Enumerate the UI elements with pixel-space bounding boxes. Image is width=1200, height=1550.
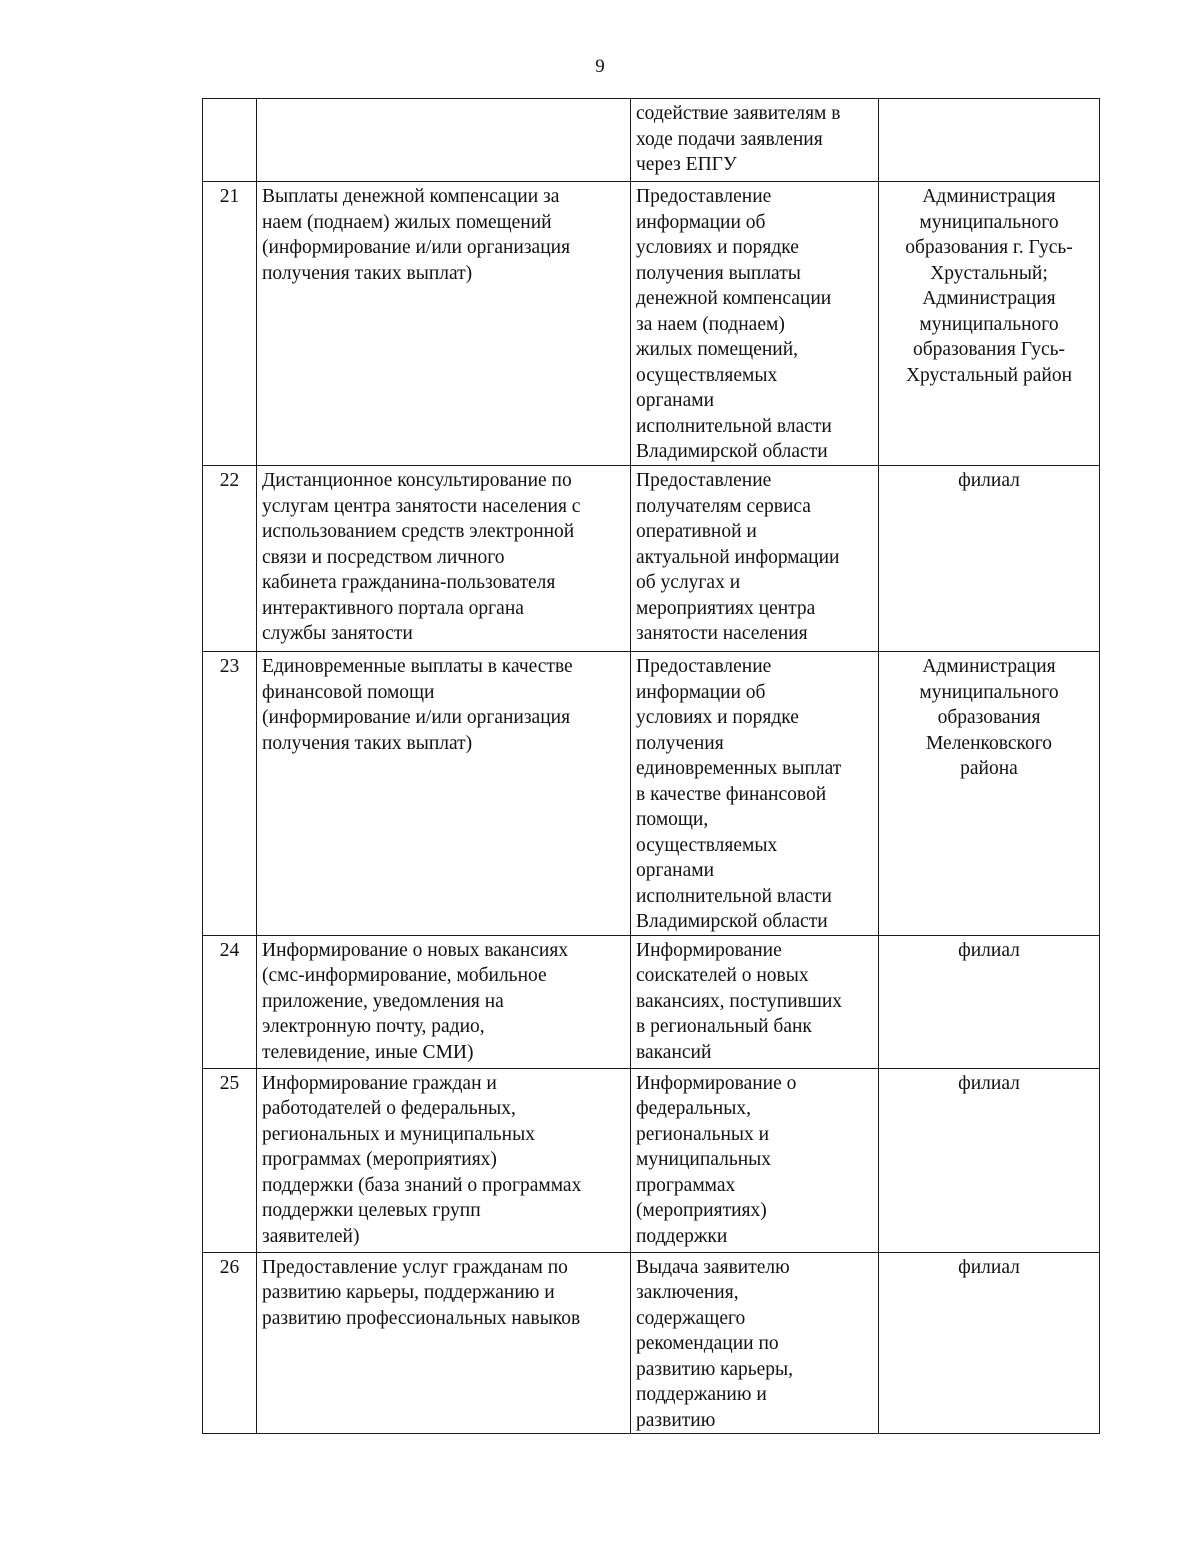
organization-name: Администрация муниципального образования г. Гусь- Хрустальный; Администрация муниципального образования Гусь- Хрустальный район [905,186,1073,386]
table-row [203,1252,1100,1434]
row-number-cell [203,652,257,936]
service-description: Предоставление получателям сервиса оперативной и актуальной информации об услугах и мероприятиях центра занятости населения [636,470,840,644]
row-number: 24 [219,939,240,961]
description-cell [631,466,879,652]
organization-name: филиал [958,1072,1020,1094]
table-row [203,99,1100,182]
service-cell [257,466,631,652]
service-name: Информирование граждан и работодателей о федеральных, региональных и муниципальных программах (мероприятиях) поддержки (база знаний о программах поддержки целевых групп заявителей) [262,1072,582,1247]
service-description: Информирование соискателей о новых вакансиях, поступивших в региональный банк вакансий [636,939,843,1063]
description-cell [631,1252,879,1434]
description-cell [631,652,879,936]
description-cell [631,99,879,182]
service-cell [257,1252,631,1434]
service-cell [257,935,631,1068]
service-cell [257,182,631,466]
description-cell [631,1068,879,1252]
service-description: содействие заявителям в ходе подачи заявления через ЕПГУ [636,103,841,175]
organization-cell [879,935,1100,1068]
table-row [203,935,1100,1068]
organization-cell [879,99,1100,182]
organization-cell [879,1068,1100,1252]
organization-cell [879,182,1100,466]
description-cell [631,935,879,1068]
row-number: 26 [219,1256,240,1278]
row-number: 25 [219,1072,240,1094]
table-row [203,652,1100,936]
organization-cell [879,466,1100,652]
row-number-cell [203,99,257,182]
organization-cell [879,1252,1100,1434]
description-cell [631,182,879,466]
service-name: Выплаты денежной компенсации за наем (поднаем) жилых помещений (информирование и/или организация получения таких выплат) [262,186,571,284]
row-number-cell [203,935,257,1068]
service-description: Предоставление информации об условиях и порядке получения выплаты денежной компенсации за наем (поднаем) жилых помещений, осуществляемых органами исполнительной власти Владимирской области [636,186,832,462]
service-name: Предоставление услуг гражданам по развитию карьеры, поддержанию и развитию профессиональных навыков [262,1256,581,1329]
services-table [202,98,1100,1434]
service-cell [257,1068,631,1252]
service-cell [257,652,631,936]
row-number-cell [203,466,257,652]
organization-name: филиал [958,1256,1020,1278]
table-row [203,466,1100,652]
page-number: 9 [595,56,605,77]
row-number-cell [203,1068,257,1252]
row-number: 23 [219,656,240,677]
service-cell [257,99,631,182]
organization-name: филиал [958,939,1020,961]
organization-name: филиал [958,470,1020,491]
service-description: Предоставление информации об условиях и порядке получения единовременных выплат в качестве финансовой помощи, осуществляемых органами исполнительной власти Владимирской области [636,656,842,932]
service-name: Дистанционное консультирование по услугам центра занятости населения с использованием средств электронной связи и посредством личного кабинета гражданина-пользователя интерактивного портала органа службы занятости [262,470,581,644]
row-number: 21 [219,186,240,207]
table-row [203,182,1100,466]
service-description: Выдача заявителю заключения, содержащего рекомендации по развитию карьеры, поддержанию и развитию [636,1256,794,1431]
row-number: 22 [219,470,240,491]
organization-cell [879,652,1100,936]
service-name: Информирование о новых вакансиях (смс-информирование, мобильное приложение, уведомления на электронную почту, радио, телевидение, иные СМИ) [262,939,569,1063]
organization-name: Администрация муниципального образования Меленковского района [919,656,1059,779]
service-name: Единовременные выплаты в качестве финансовой помощи (информирование и/или организация получения таких выплат) [262,656,573,754]
row-number-cell [203,182,257,466]
row-number-cell [203,1252,257,1434]
table-row [203,1068,1100,1252]
service-description: Информирование о федеральных, региональных и муниципальных программах (мероприятиях) поддержки [636,1072,797,1247]
